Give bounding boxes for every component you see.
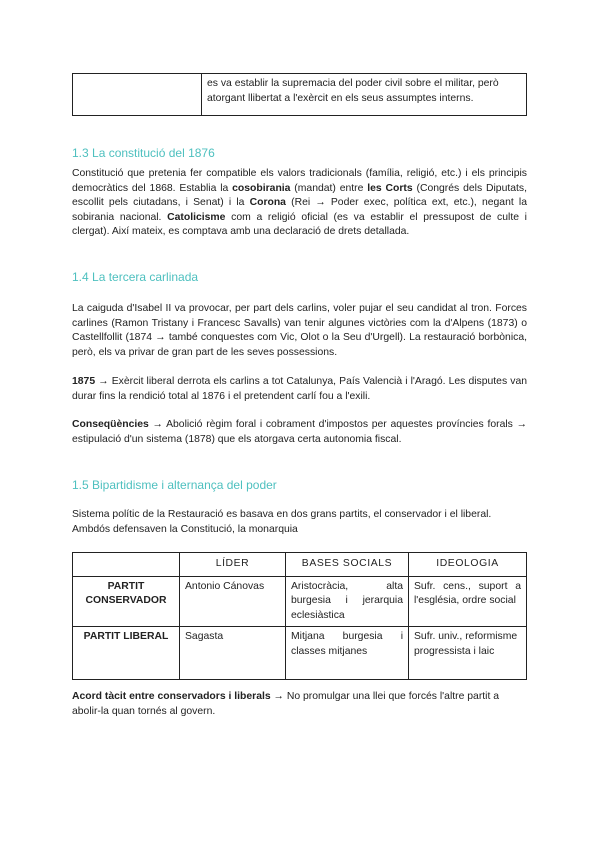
- table-cell: Sufr. univ., reformisme progressista i laic: [409, 627, 527, 680]
- section-heading-1-4: 1.4 La tercera carlinada: [72, 270, 199, 284]
- text-run: (Congrés dels Diputats, escollit pels ciutadans, i Senat) i la: [72, 182, 527, 209]
- text-run: → Exèrcit liberal derrota els carlins a tot Catalunya, País Valencià i l'Aragó. Les disputes van durar fins la rendició total al 1876 i el pretendent carlí fou a l'exili.: [72, 376, 527, 402]
- text-run: Constitució que pretenia fer compatible els valors tradicionals (família, religió, etc.) i els principis democràtics del 1868. Establia la: [72, 168, 527, 194]
- table-cell: Antonio Cánovas: [180, 576, 286, 627]
- table-cell: PARTIT LIBERAL: [73, 627, 180, 680]
- bold-term: 1875: [72, 376, 96, 387]
- text-run: com a religió oficial (es va establir el pressupost de culte i clergat). Així mateix, es comptava amb una declaració de drets detallada.: [72, 211, 527, 238]
- table-cell: PARTIT CONSERVADOR: [73, 576, 180, 627]
- bold-term: Catolicisme: [167, 211, 226, 223]
- section-heading-1-3: 1.3 La constitució del 1876: [72, 146, 215, 160]
- table-header-cell: IDEOLOGIA: [409, 553, 527, 577]
- table-header-cell: BASES SOCIALS: [286, 553, 409, 577]
- table-header-cell: LÍDER: [180, 553, 286, 577]
- bold-term: Conseqüències: [72, 419, 149, 430]
- parties-table: [72, 552, 527, 680]
- paragraph-tacit-agreement: [72, 690, 527, 719]
- paragraph-bipartisanship: Sistema polític de la Restauració es basava en dos grans partits, el conservador i el liberal. Ambdós defensaven la Constitució, la monarquia: [72, 509, 492, 535]
- text-run: (Rei → Poder exec, política ext, etc.), negant la sobirania nacional.: [72, 197, 527, 223]
- bold-term: Acord tàcit entre conservadors i liberals: [72, 691, 271, 702]
- section-heading-1-5: 1.5 Bipartidisme i alternança del poder: [72, 478, 277, 492]
- text-run: → Abolició règim foral i cobrament d'impostos per aquestes províncies forals → estipulació d'un sistema (1878) que els atorgava certa autonomia fiscal.: [72, 419, 527, 445]
- text-run: → No promulgar una llei que forcés l'altre partit a abolir-la quan tornés al govern.: [72, 691, 500, 717]
- table-cell: Aristocràcia, alta burgesia i jerarquia eclesiàstica: [286, 576, 409, 627]
- bold-term: les Corts: [367, 182, 413, 194]
- table-cell: Mitjana burgesia i classes mitjanes: [286, 627, 409, 680]
- bold-term: Corona: [249, 197, 286, 209]
- table-cell: Sagasta: [180, 627, 286, 680]
- table-row: [73, 74, 527, 116]
- table-header-row: [73, 553, 527, 577]
- paragraph-carlists: La caiguda d'Isabel II va provocar, per part dels carlins, voler pujar el seu candidat al tron. Forces carlines (Ramon Tristany i Francesc Savalls) van tenir algunes victòries com la d'Alpens (1873) o Castellfollit (1874 → també conquestes com Vic, Olot o la Seu d'Urgell). La restauració borbònica, però, els va privar de gran part de les seves possessions.: [72, 303, 527, 358]
- table-cell: [73, 74, 202, 116]
- paragraph-consequences: [72, 418, 527, 447]
- table-row: [73, 627, 527, 680]
- table-cell: es va establir la supremacia del poder civil sobre el militar, però atorgant llibertat a l'exèrcit en els seus assumptes interns.: [202, 74, 527, 116]
- text-run: (mandat) entre: [290, 182, 368, 194]
- bold-term: cosobirania: [232, 182, 291, 194]
- continuation-table: [72, 73, 527, 116]
- paragraph-1875: [72, 375, 527, 404]
- paragraph-constitution: [72, 167, 527, 240]
- table-header-cell: [73, 553, 180, 577]
- table-cell: Sufr. cens., suport a l'església, ordre social: [409, 576, 527, 627]
- table-row: [73, 576, 527, 627]
